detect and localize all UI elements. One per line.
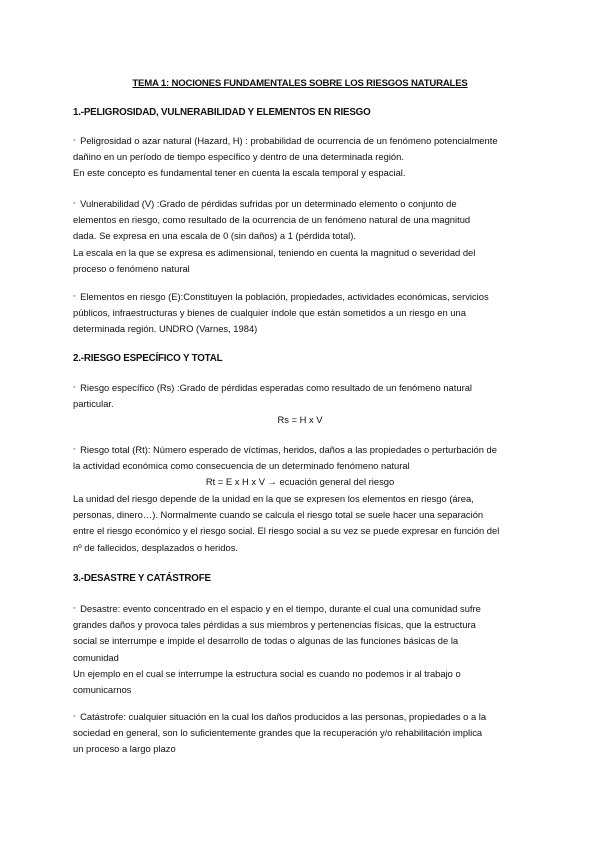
paragraph-line: personas, dinero…). Normalmente cuando se calcula el riesgo total se suele hacer una separación [73,509,484,521]
paragraph-line: Desastre: evento concentrado en el espacio y en el tiempo, durante el cual una comunidad sufre [80,603,481,614]
paragraph-line: Elementos en riesgo (E):Constituyen la población, propiedades, actividades económicas, servicios [80,291,489,302]
bullet-icon: ◦ [73,605,76,612]
paragraph-line: social se interrumpe e impide el desarrollo de todas o algunas de las funciones básicas de la [73,635,459,647]
bullet-icon: ◦ [73,713,76,720]
section-3-heading: 3.-DESASTRE Y CATÁSTROFE [73,573,211,584]
bullet-icon: ◦ [73,384,76,391]
paragraph-line: La unidad del riesgo depende de la unidad en la que se expresen los elementos en riesgo (área, [73,493,474,504]
paragraph-line: proceso o fenómeno natural [73,262,190,274]
paragraph-peligrosidad [73,133,543,182]
paragraph-line: la actividad económica como consecuencia de un determinado fenómeno natural [73,460,410,472]
paragraph-line: En este concepto es fundamental tener en cuenta la escala temporal y espacial. [73,167,406,179]
paragraph-unidad-del-riesgo [73,491,543,556]
paragraph-line: Catástrofe: cualquier situación en la cual los daños producidos a las personas, propiedades o a la [80,711,487,722]
bullet-icon: ◦ [73,137,76,144]
bullet-icon: ◦ [73,446,76,453]
paragraph-catastrofe [73,709,543,758]
paragraph-line: elementos en riesgo, como resultado de la ocurrencia de un fenómeno natural de una magnitud [73,214,471,226]
document-title: TEMA 1: NOCIONES FUNDAMENTALES SOBRE LOS RIESGOS NATURALES [132,78,468,89]
paragraph-line: sociedad en general, son lo suficientemente grandes que la recuperación y/o rehabilitación implica [73,727,483,739]
paragraph-line: comunidad [73,651,119,663]
paragraph-line: dañino en un período de tiempo específico y dentro de una determinada región. [73,151,404,163]
paragraph-line: nº de fallecidos, desplazados o heridos. [73,541,238,553]
paragraph-line: Vulnerabilidad (V) :Grado de pérdidas sufridas por un determinado elemento o conjunto de [80,198,457,209]
paragraph-line: comunicarnos [73,684,132,696]
paragraph-line: un proceso a largo plazo [73,743,176,755]
formula-rs: Rs = H x V [277,414,323,425]
paragraph-vulnerabilidad [73,196,543,277]
paragraph-line: entre el riesgo económico y el riesgo social. El riesgo social a su vez se puede expresar en función del [73,525,500,537]
paragraph-line: Riesgo total (Rt): Número esperado de víctimas, heridos, daños a las propiedades o perturbación de [80,444,497,455]
paragraph-line: Peligrosidad o azar natural (Hazard, H) : probabilidad de ocurrencia de un fenómeno potencialmente [80,135,498,146]
paragraph-line: La escala en la que se expresa es adimensional, teniendo en cuenta la magnitud o severidad del [73,246,476,258]
paragraph-elementos-en-riesgo [73,289,543,338]
paragraph-line: públicos, infraestructuras y bienes de cualquier índole que están sometidos a un riesgo en una [73,307,466,319]
paragraph-line: grandes daños y provoca tales pérdidas a sus miembros y pertenencias físicas, que la estructura [73,619,476,631]
section-2-heading: 2.-RIESGO ESPECÍFICO Y TOTAL [73,353,223,364]
paragraph-line: particular. [73,398,114,410]
bullet-icon: ◦ [73,293,76,300]
formula-rt: Rt = E x H x V → ecuación general del riesgo [205,476,395,487]
paragraph-riesgo-especifico [73,380,543,412]
paragraph-line: determinada región. UNDRO (Varnes, 1984) [73,323,258,335]
paragraph-riesgo-total [73,442,543,474]
paragraph-line: dada. Se expresa en una escala de 0 (sin daños) a 1 (pérdida total). [73,230,356,242]
paragraph-line: Riesgo específico (Rs) :Grado de pérdidas esperadas como resultado de un fenómeno natural [80,382,472,393]
bullet-icon: ◦ [73,200,76,207]
section-1-heading: 1.-PELIGROSIDAD, VULNERABILIDAD Y ELEMENTOS EN RIESGO [73,107,371,118]
paragraph-line: Un ejemplo en el cual se interrumpe la estructura social es cuando no podemos ir al trabajo o [73,667,461,679]
paragraph-desastre [73,601,543,698]
